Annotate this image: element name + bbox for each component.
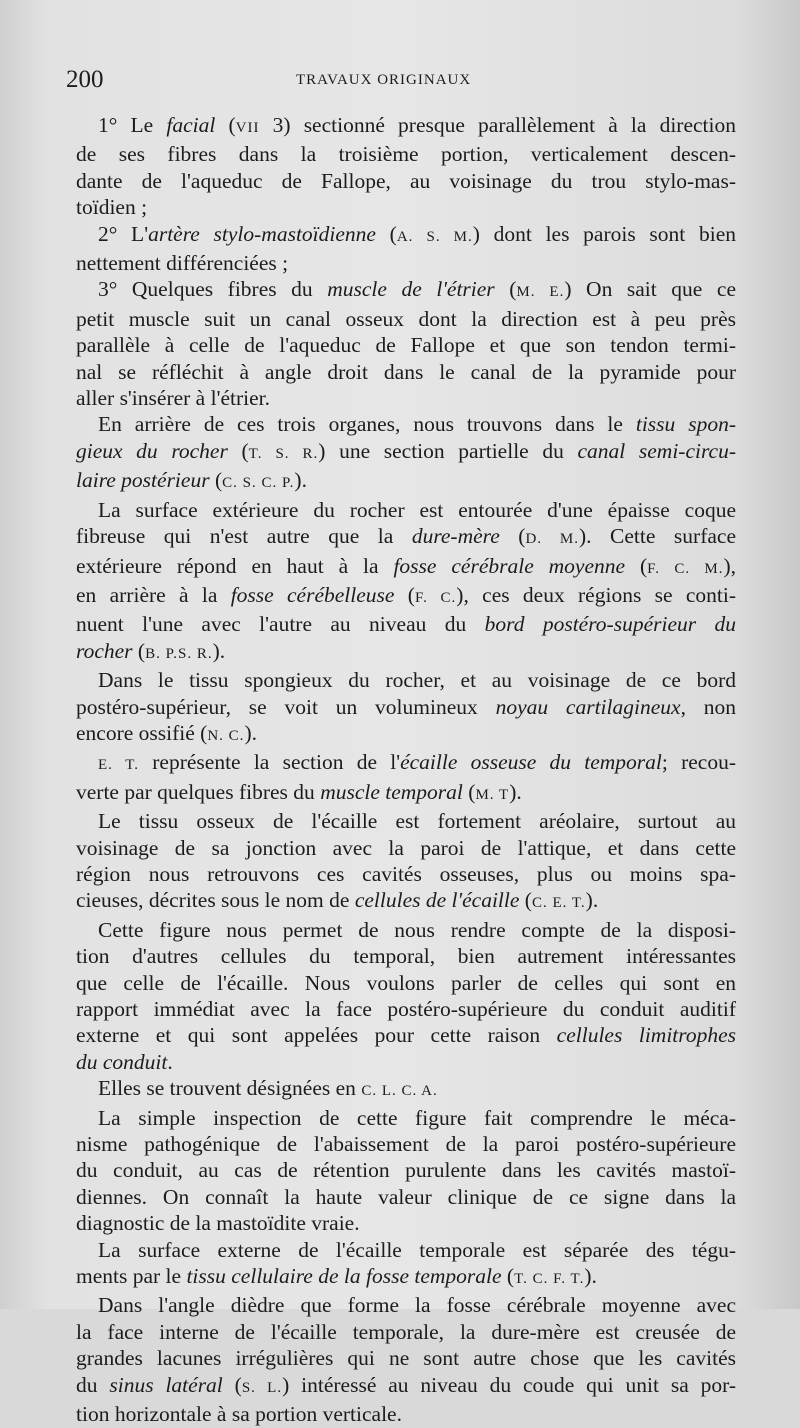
text-line [76, 553, 736, 582]
text-line [76, 611, 736, 637]
text-run: ( [519, 888, 532, 913]
body-text [76, 112, 736, 1428]
figure-label: T. S. R. [248, 445, 319, 462]
figure-label: A. S. M. [396, 228, 473, 245]
text-run: ), [723, 553, 736, 578]
text-line [76, 808, 736, 834]
text-line [76, 1372, 736, 1401]
text-run: petit muscle suit un canal osseux dont la direction est à peu près [76, 306, 736, 331]
text-run: diagnostic de la mastoïdite vraie. [76, 1211, 360, 1236]
italic-term: canal semi-circu- [577, 438, 736, 463]
text-line [76, 943, 736, 969]
text-run: ). [294, 468, 307, 493]
text-line [76, 1345, 736, 1371]
figure-label: M. T [475, 786, 510, 803]
text-line [76, 438, 736, 467]
text-run: ( [132, 638, 146, 663]
text-run: ) intéressé au niveau du coude qui unit sa por- [282, 1372, 736, 1397]
figure-label: VII [235, 120, 260, 136]
text-run: extérieure répond en haut à la [76, 553, 394, 578]
figure-label: M. E. [516, 284, 565, 301]
text-run: ( [625, 553, 648, 578]
text-run: ). Cette surface [579, 524, 736, 549]
text-line [76, 1210, 736, 1236]
figure-label: E. T. [98, 757, 140, 774]
text-run: 2° L' [98, 221, 149, 246]
italic-term: sinus latéral [109, 1372, 223, 1397]
italic-term: fosse cérébelleuse [230, 582, 395, 607]
text-run: représente la section de l' [139, 750, 401, 775]
text-run: diennes. On connaît la haute valeur clinique de ce signe dans la [76, 1184, 736, 1209]
figure-label: T. C. F. T. [514, 1271, 585, 1288]
text-run: postéro-supérieur, se voit un volumineux [76, 694, 496, 719]
text-run: ), ces deux régions se conti- [456, 582, 737, 607]
text-run: 3) sectionné presque parallèlement à la direction [259, 113, 736, 137]
text-run: tion d'autres cellules du temporal, bien autrement intéressantes [76, 944, 736, 969]
text-line [76, 887, 736, 916]
text-line [76, 385, 736, 411]
text-run: ( [222, 1372, 242, 1397]
text-run: ). [584, 1264, 597, 1289]
italic-term: dure-mère [411, 524, 500, 549]
text-run: 3° Quelques fibres du [98, 277, 328, 302]
text-line [76, 1075, 736, 1104]
figure-label: C. E. T. [531, 895, 586, 912]
italic-term: bord postéro-supérieur du [484, 612, 736, 637]
text-run: nal se réfléchit à angle droit dans le canal de la pyramide pour [76, 359, 736, 384]
text-run: ) dont les parois sont bien [472, 221, 736, 246]
italic-term: cellules de l'écaille [354, 888, 520, 913]
text-line [76, 194, 736, 220]
text-run: Elles se trouvent désignées en [98, 1076, 362, 1101]
text-run: nisme pathogénique de l'abaissement de la paroi postéro-supérieure [76, 1132, 736, 1157]
text-line [76, 917, 736, 943]
text-run: externe et qui sont appelées pour cette raison [76, 1023, 557, 1048]
italic-term: cellules limitrophes [556, 1023, 736, 1048]
text-run: ments par le [76, 1264, 187, 1289]
text-line [76, 1049, 736, 1075]
text-run: 1° Le [98, 113, 167, 137]
text-run: nettement différenciées ; [76, 251, 289, 276]
figure-label: C. L. C. A. [361, 1083, 438, 1100]
text-run: ( [462, 779, 476, 804]
text-run: ( [227, 438, 249, 463]
text-run: dante de l'aqueduc de Fallope, au voisinage du trou stylo-mas- [76, 168, 736, 193]
text-line [76, 1401, 736, 1427]
text-line [76, 779, 736, 808]
text-run: la face interne de l'écaille temporale, la dure-mère est creusée de [76, 1319, 736, 1344]
italic-term: du conduit [76, 1049, 168, 1074]
text-run: La surface externe de l'écaille temporale est séparée des tégu- [98, 1237, 736, 1262]
text-line [76, 720, 736, 749]
text-run: ). [585, 888, 599, 913]
text-line [76, 332, 736, 358]
text-run: Dans le tissu spongieux du rocher, et au voisinage de ce bord [98, 668, 736, 693]
text-line [76, 276, 736, 305]
text-run: ) On sait que ce [564, 277, 736, 302]
italic-term: gieux du rocher [76, 438, 228, 463]
text-line [76, 467, 736, 496]
text-line [76, 221, 736, 250]
text-run: en arrière à la [76, 582, 231, 607]
figure-label: B. P.S. R. [145, 645, 213, 662]
italic-term: rocher [76, 638, 133, 663]
text-line [76, 306, 736, 332]
text-line [76, 638, 736, 667]
text-run: En arrière de ces trois organes, nous trouvons dans le [98, 412, 636, 437]
text-run: Dans l'angle dièdre que forme la fosse cérébrale moyenne avec [98, 1293, 736, 1318]
text-run: du conduit, au cas de rétention purulente dans les cavités mastoï- [76, 1158, 736, 1183]
text-run: La simple inspection de cette figure fait comprendre le méca- [98, 1105, 736, 1130]
running-title: TRAVAUX ORIGINAUX [296, 72, 472, 88]
text-run: nuent l'une avec l'autre au niveau du [76, 612, 485, 637]
text-run: ( [209, 468, 223, 493]
text-line [76, 749, 736, 778]
text-line [76, 1292, 736, 1318]
figure-label: D. M. [525, 531, 579, 548]
text-run: encore ossifié ( [76, 720, 208, 745]
text-run: ( [375, 221, 397, 246]
text-line [76, 112, 736, 141]
figure-label: C. S. C. P. [222, 475, 295, 492]
text-line [76, 1184, 736, 1210]
text-run: Cette figure nous permet de nous rendre compte de la disposi- [98, 917, 736, 942]
italic-term: facial [166, 113, 216, 137]
text-line [76, 1105, 736, 1131]
figure-label: F. C. M. [647, 560, 724, 577]
text-line [76, 970, 736, 996]
text-line [76, 523, 736, 552]
text-line [76, 1022, 736, 1048]
text-run: , non [680, 694, 737, 719]
figure-label: N. C. [207, 727, 245, 744]
text-run: grandes lacunes irrégulières qui ne sont autre chose que les cavités [76, 1346, 736, 1371]
text-line [76, 1263, 736, 1292]
text-run: verte par quelques fibres du [76, 779, 321, 804]
text-line [76, 667, 736, 693]
text-line [76, 168, 736, 194]
text-line [76, 141, 736, 167]
text-line [76, 694, 736, 720]
text-line [76, 835, 736, 861]
italic-term: muscle temporal [320, 779, 463, 804]
text-run: aller s'insérer à l'étrier. [76, 386, 270, 411]
text-line [76, 250, 736, 276]
italic-term: laire postérieur [76, 468, 210, 493]
text-run: de ses fibres dans la troisième portion, verticalement descen- [76, 142, 736, 167]
italic-term: artère stylo-mastoïdienne [148, 221, 376, 246]
text-run: ( [499, 524, 526, 549]
text-line [76, 1131, 736, 1157]
text-run: ). [244, 720, 257, 745]
text-run: ( [215, 113, 236, 137]
text-run: La surface extérieure du rocher est entourée d'une épaisse coque [98, 497, 736, 522]
text-run: ( [394, 582, 415, 607]
italic-term: noyau cartilagineux [495, 694, 681, 719]
text-run: région nous retrouvons ces cavités osseuses, plus ou moins spa- [76, 861, 736, 886]
text-run: toïdien ; [76, 195, 148, 220]
text-run: tion horizontale à sa portion verticale. [76, 1402, 402, 1427]
italic-term: muscle de l'étrier [327, 277, 495, 302]
text-line [76, 582, 736, 611]
text-line [76, 1157, 736, 1183]
text-run: ) une section partielle du [318, 438, 578, 463]
text-line [76, 359, 736, 385]
text-line [76, 1237, 736, 1263]
page-number: 200 [66, 66, 104, 93]
text-run: parallèle à celle de l'aqueduc de Fallope et que son tendon termi- [76, 333, 736, 358]
text-line [76, 411, 736, 437]
italic-term: fosse cérébrale moyenne [393, 553, 626, 578]
figure-label: F. C. [414, 589, 457, 606]
figure-label: S. L. [241, 1379, 283, 1396]
text-run: ). [212, 638, 226, 663]
text-run: que celle de l'écaille. Nous voulons parler de celles qui sont en [76, 970, 736, 995]
text-line [76, 497, 736, 523]
page-header [66, 66, 734, 96]
text-run: ( [494, 277, 517, 302]
text-run: du [76, 1372, 110, 1397]
text-run: fibreuse qui n'est autre que la [76, 524, 412, 549]
text-run: ( [501, 1264, 515, 1289]
text-run: . [167, 1049, 173, 1074]
italic-term: tissu spon- [635, 412, 736, 437]
text-run: cieuses, décrites sous le nom de [76, 888, 355, 913]
text-line [76, 861, 736, 887]
text-line [76, 1319, 736, 1345]
text-run: voisinage de sa jonction avec la paroi de l'attique, et dans cette [76, 835, 736, 860]
text-run: Le tissu osseux de l'écaille est fortement aréolaire, surtout au [98, 809, 736, 834]
text-run: ; recou- [661, 750, 736, 775]
italic-term: écaille osseuse du temporal [400, 750, 662, 775]
italic-term: tissu cellulaire de la fosse temporale [186, 1264, 502, 1289]
text-run: ). [509, 779, 522, 804]
text-line [76, 996, 736, 1022]
text-run: rapport immédiat avec la face postéro-supérieure du conduit auditif [76, 997, 736, 1021]
